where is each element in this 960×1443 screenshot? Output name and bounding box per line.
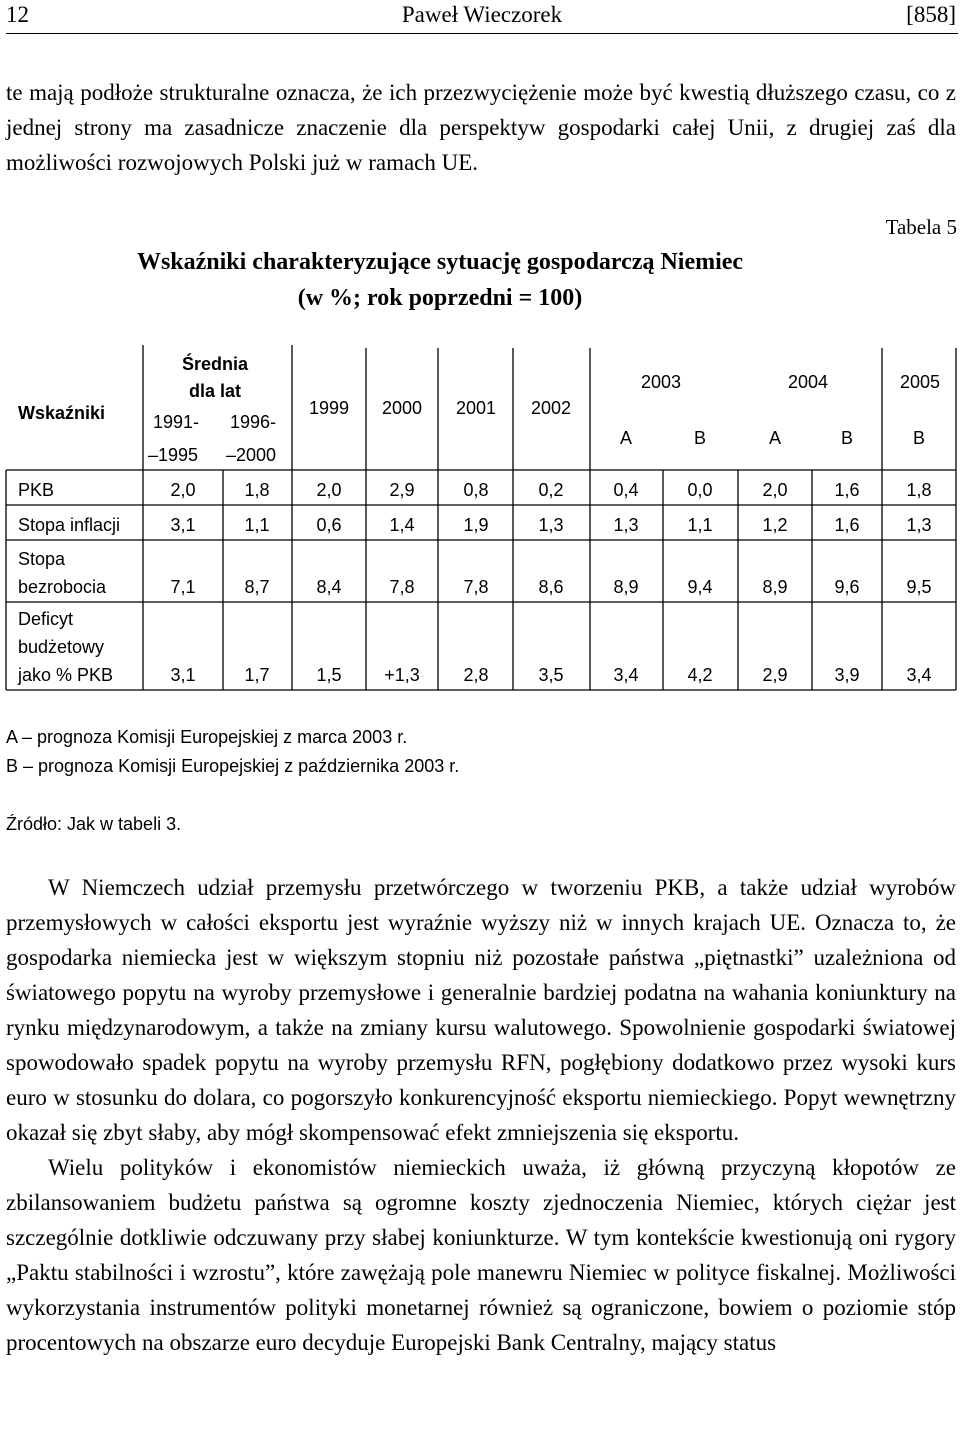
table-cell: 2,8 [463,665,489,685]
th-period2-b: –2000 [226,445,277,465]
table-cell: 0,4 [613,480,639,500]
table-cell: 9,5 [906,577,932,597]
table-cell: 1,6 [834,480,860,500]
table-cell: 0,0 [687,480,713,500]
table-cell: 2,0 [762,480,788,500]
row-label-line: Stopa [18,549,66,569]
th-period1-a: 1991- [153,412,200,432]
table-cell: 7,8 [389,577,415,597]
table-cell: 3,4 [613,665,639,685]
table-cell: 2,9 [389,480,415,500]
table-cell: 1,3 [613,515,639,535]
table-cell: 1,3 [906,515,932,535]
table-cell: 9,6 [834,577,860,597]
th-a-2004: A [768,428,782,448]
intro-paragraph: te mają podłoże strukturalne oznacza, że ich przezwyciężenie może być kwestią dłuższego czasu, co z jednej strony ma zasadnicze znaczenie dla perspektyw gospodarki całej Unii, z drugiej zaś dla możliwości rozwojowych Polski już w ramach UE. [6,80,956,175]
table-cell: 9,4 [687,577,713,597]
table-cell: 1,8 [244,480,270,500]
table-cell: 1,4 [389,515,415,535]
table-cell: 8,6 [538,577,564,597]
th-2004: 2004 [787,372,829,392]
table-title [0,244,960,316]
th-avg-label-1: Średnia [181,354,249,374]
running-head-author: Paweł Wieczorek [401,2,563,27]
th-2002: 2002 [530,398,572,418]
th-b-2005: B [912,428,926,448]
th-2001: 2001 [455,398,497,418]
body-text [6,870,956,1360]
table-cell: 1,8 [906,480,932,500]
table-cell: 0,2 [538,480,564,500]
table-cell: 2,0 [170,480,196,500]
note-b: B – prognoza Komisji Europejskiej z października 2003 r. [6,756,460,776]
row-label-line: jako % PKB [18,665,114,685]
table-cell: 0,6 [316,515,342,535]
table-cell: 1,2 [762,515,788,535]
table-cell: 1,1 [687,515,713,535]
th-a-2003: A [619,428,633,448]
th-1999: 1999 [308,398,350,418]
table-cell: 7,8 [463,577,489,597]
source-note: Źródło: Jak w tabeli 3. [6,814,182,834]
table-cell: 4,2 [687,665,713,685]
table-cell: 0,8 [463,480,489,500]
th-2003: 2003 [640,372,682,392]
page-number: 12 [6,2,29,27]
th-b-2003: B [693,428,707,448]
running-head [6,0,958,34]
table-cell: 8,9 [762,577,788,597]
table-cell: 3,9 [834,665,860,685]
row-label-line: PKB [18,480,55,500]
row-label-line: budżetowy [18,637,105,657]
table-cell: 1,9 [463,515,489,535]
body-paragraph-2: Wielu polityków i ekonomistów niemieckich uważa, iż główną przyczyną kłopotów ze zbilansowaniem budżetu państwa są ogromne koszty zjednoczenia Niemiec, których ciężar jest szczególnie dotkliwie odczuwany przy słabej koniunkturze. W tym kontekście kwestionują oni rygory „Paktu stabilności i wzrostu”, które zawężają pole manewru Niemiec w polityce fiskalnej. Możliwości wykorzystania instrumentów polityki monetarnej również są ograniczone, bowiem o poziomie stóp procentowych na obszarze euro decyduje Europejski Bank Centralny, mający status [6,1155,956,1355]
table-cell: 2,0 [316,480,342,500]
running-head-tag: [858] [906,2,956,27]
table-cell: 3,4 [906,665,932,685]
body-paragraph-1: W Niemczech udział przemysłu przetwórczego w tworzeniu PKB, a także udział wyrobów przemysłowych w całości eksportu jest wyraźnie wyższy niż w innych krajach UE. Oznacza to, że gospodarka niemiecka jest w większym stopniu niż pozostałe państwa „piętnastki” uzależniona od światowego popytu na wyroby przemysłowe i generalnie bardziej podatna na wahania koniunktury na rynku międzynarodowym, a także na zmiany kursu walutowego. Spowolnienie gospodarki światowej spowodowało spadek popytu na wyroby przemysłu RFN, pogłębiony dodatkowo przez wysoki kurs euro w stosunku do dolara, co pogorszyło konkurencyjność eksportu niemieckiego. Popyt wewnętrzny okazał się zbyt słaby, aby mógł skompensować efekt zmniejszenia się eksportu. [6,875,956,1145]
table-cell: 8,7 [244,577,270,597]
table-cell: 8,4 [316,577,342,597]
th-indicator: Wskaźniki [18,403,106,423]
table-label: Tabela 5 [885,215,957,239]
table-cell: 1,7 [244,665,270,685]
table-title-line-1: Wskaźniki charakteryzujące sytuację gospodarczą Niemiec [136,249,744,275]
row-label-line: bezrobocia [18,577,107,597]
row-label-line: Stopa inflacji [18,515,121,535]
table-cell: 3,5 [538,665,564,685]
th-period1-b: –1995 [148,445,199,465]
table-cell: 1,3 [538,515,564,535]
table-cell: 7,1 [170,577,196,597]
th-2005: 2005 [899,372,941,392]
table-cell: 3,1 [170,665,196,685]
table-cell: 1,6 [834,515,860,535]
table-cell: 8,9 [613,577,639,597]
table-cell: 1,1 [244,515,270,535]
note-a: A – prognoza Komisji Europejskiej z marca 2003 r. [6,727,408,747]
table-title-line-2: (w %; rok poprzedni = 100) [297,285,583,311]
table-cell: 2,9 [762,665,788,685]
data-table [0,340,960,700]
th-2000: 2000 [381,398,423,418]
table-cell: 3,1 [170,515,196,535]
row-label-line: Deficyt [18,609,74,629]
table-cell: +1,3 [384,665,420,685]
th-period2-a: 1996- [230,412,277,432]
table-cell: 1,5 [316,665,342,685]
th-b-2004: B [840,428,854,448]
th-avg-label-2: dla lat [188,381,242,401]
